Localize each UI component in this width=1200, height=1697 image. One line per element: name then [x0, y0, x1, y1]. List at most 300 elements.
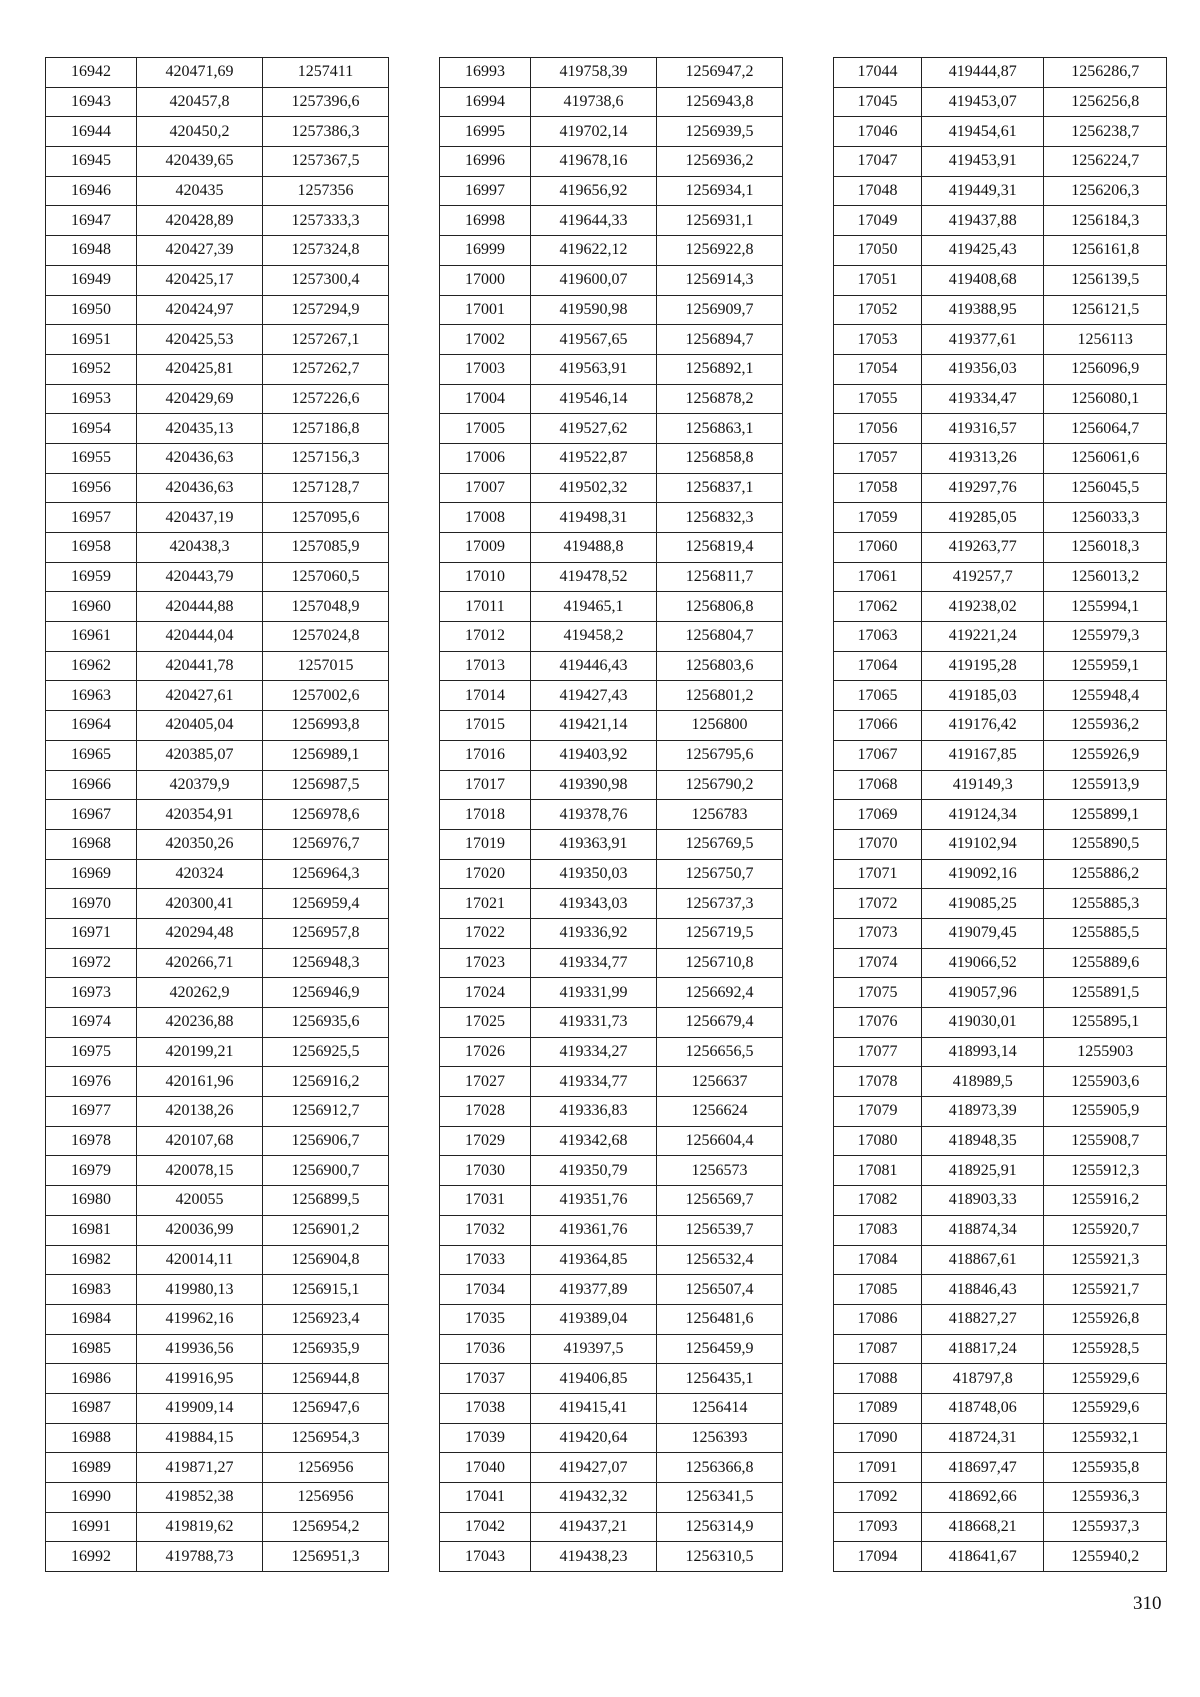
x-coordinate-cell: 419331,99: [531, 978, 657, 1008]
table-row: [46, 295, 389, 325]
point-number-cell: 16988: [46, 1423, 137, 1453]
point-number-cell: 16948: [46, 236, 137, 266]
point-number-cell: 17089: [834, 1393, 922, 1423]
point-number-cell: 17075: [834, 978, 922, 1008]
x-coordinate-cell: 420471,69: [137, 58, 263, 88]
point-number-cell: 16997: [440, 176, 531, 206]
x-coordinate-cell: 419238,02: [921, 592, 1044, 622]
point-number-cell: 17065: [834, 681, 922, 711]
point-number-cell: 17067: [834, 740, 922, 770]
coordinate-table-2: [439, 57, 783, 1572]
table-row: [834, 236, 1167, 266]
table-row: [834, 1245, 1167, 1275]
point-number-cell: 16983: [46, 1275, 137, 1305]
y-coordinate-cell: 1256310,5: [657, 1542, 783, 1572]
point-number-cell: 17005: [440, 414, 531, 444]
point-number-cell: 17087: [834, 1334, 922, 1364]
point-number-cell: 16979: [46, 1156, 137, 1186]
table-row: [834, 1453, 1167, 1483]
point-number-cell: 17066: [834, 711, 922, 741]
y-coordinate-cell: 1256769,5: [657, 829, 783, 859]
y-coordinate-cell: 1256286,7: [1044, 58, 1167, 88]
table-row: [46, 117, 389, 147]
table-row: [834, 918, 1167, 948]
table-row: [834, 800, 1167, 830]
x-coordinate-cell: 418925,91: [921, 1156, 1044, 1186]
y-coordinate-cell: 1255979,3: [1044, 622, 1167, 652]
table-row: [834, 711, 1167, 741]
x-coordinate-cell: 419622,12: [531, 236, 657, 266]
x-coordinate-cell: 419819,62: [137, 1512, 263, 1542]
x-coordinate-cell: 420425,17: [137, 265, 263, 295]
y-coordinate-cell: 1255959,1: [1044, 651, 1167, 681]
table-row: [834, 1067, 1167, 1097]
x-coordinate-cell: 419297,76: [921, 473, 1044, 503]
table-row: [440, 384, 783, 414]
table-row: [834, 117, 1167, 147]
point-number-cell: 16990: [46, 1483, 137, 1513]
table-row: [440, 206, 783, 236]
point-number-cell: 17024: [440, 978, 531, 1008]
y-coordinate-cell: 1255940,2: [1044, 1542, 1167, 1572]
x-coordinate-cell: 419644,33: [531, 206, 657, 236]
x-coordinate-cell: 419449,31: [921, 176, 1044, 206]
y-coordinate-cell: 1256914,3: [657, 265, 783, 295]
x-coordinate-cell: 419738,6: [531, 87, 657, 117]
table-row: [440, 800, 783, 830]
y-coordinate-cell: 1256033,3: [1044, 503, 1167, 533]
table-row: [46, 414, 389, 444]
point-number-cell: 17069: [834, 800, 922, 830]
x-coordinate-cell: 420435: [137, 176, 263, 206]
table-row: [834, 948, 1167, 978]
x-coordinate-cell: 420428,89: [137, 206, 263, 236]
y-coordinate-cell: 1255886,2: [1044, 859, 1167, 889]
y-coordinate-cell: 1256801,2: [657, 681, 783, 711]
table-row: [440, 1423, 783, 1453]
table-row: [46, 1453, 389, 1483]
point-number-cell: 16960: [46, 592, 137, 622]
table-row: [46, 1483, 389, 1513]
table-row: [46, 1512, 389, 1542]
table-row: [440, 1364, 783, 1394]
x-coordinate-cell: 418697,47: [921, 1453, 1044, 1483]
table-row: [834, 889, 1167, 919]
table-row: [46, 800, 389, 830]
x-coordinate-cell: 419363,91: [531, 829, 657, 859]
x-coordinate-cell: 420457,8: [137, 87, 263, 117]
y-coordinate-cell: 1257156,3: [263, 443, 389, 473]
point-number-cell: 16989: [46, 1453, 137, 1483]
table-row: [440, 1304, 783, 1334]
point-number-cell: 17036: [440, 1334, 531, 1364]
table-row: [46, 265, 389, 295]
x-coordinate-cell: 419478,52: [531, 562, 657, 592]
table-row: [834, 978, 1167, 1008]
table-row: [834, 1275, 1167, 1305]
x-coordinate-cell: 420441,78: [137, 651, 263, 681]
point-number-cell: 17050: [834, 236, 922, 266]
y-coordinate-cell: 1255908,7: [1044, 1126, 1167, 1156]
y-coordinate-cell: 1255948,4: [1044, 681, 1167, 711]
table-row: [440, 770, 783, 800]
x-coordinate-cell: 418797,8: [921, 1364, 1044, 1394]
table-row: [834, 1304, 1167, 1334]
x-coordinate-cell: 419438,23: [531, 1542, 657, 1572]
x-coordinate-cell: 419334,27: [531, 1037, 657, 1067]
x-coordinate-cell: 420014,11: [137, 1245, 263, 1275]
y-coordinate-cell: 1256679,4: [657, 1008, 783, 1038]
x-coordinate-cell: 419351,76: [531, 1186, 657, 1216]
table-row: [46, 473, 389, 503]
y-coordinate-cell: 1256901,2: [263, 1215, 389, 1245]
point-number-cell: 16995: [440, 117, 531, 147]
point-number-cell: 16962: [46, 651, 137, 681]
point-number-cell: 17086: [834, 1304, 922, 1334]
x-coordinate-cell: 419916,95: [137, 1364, 263, 1394]
table-row: [440, 265, 783, 295]
table-row: [46, 1364, 389, 1394]
point-number-cell: 17034: [440, 1275, 531, 1305]
y-coordinate-cell: 1257226,6: [263, 384, 389, 414]
point-number-cell: 16954: [46, 414, 137, 444]
y-coordinate-cell: 1256624: [657, 1097, 783, 1127]
x-coordinate-cell: 419590,98: [531, 295, 657, 325]
point-number-cell: 16950: [46, 295, 137, 325]
x-coordinate-cell: 420436,63: [137, 473, 263, 503]
x-coordinate-cell: 419498,31: [531, 503, 657, 533]
x-coordinate-cell: 418903,33: [921, 1186, 1044, 1216]
point-number-cell: 17006: [440, 443, 531, 473]
y-coordinate-cell: 1256737,3: [657, 889, 783, 919]
y-coordinate-cell: 1255913,9: [1044, 770, 1167, 800]
y-coordinate-cell: 1255905,9: [1044, 1097, 1167, 1127]
table-row: [834, 1512, 1167, 1542]
table-row: [46, 829, 389, 859]
table-row: [834, 1364, 1167, 1394]
x-coordinate-cell: 418948,35: [921, 1126, 1044, 1156]
table-row: [834, 592, 1167, 622]
point-number-cell: 17020: [440, 859, 531, 889]
point-number-cell: 17068: [834, 770, 922, 800]
x-coordinate-cell: 419453,91: [921, 147, 1044, 177]
point-number-cell: 16943: [46, 87, 137, 117]
point-number-cell: 17072: [834, 889, 922, 919]
table-row: [46, 1423, 389, 1453]
y-coordinate-cell: 1256936,2: [657, 147, 783, 177]
table-row: [834, 1156, 1167, 1186]
point-number-cell: 17040: [440, 1453, 531, 1483]
point-number-cell: 16969: [46, 859, 137, 889]
point-number-cell: 17070: [834, 829, 922, 859]
y-coordinate-cell: 1255903: [1044, 1037, 1167, 1067]
x-coordinate-cell: 419030,01: [921, 1008, 1044, 1038]
x-coordinate-cell: 419425,43: [921, 236, 1044, 266]
y-coordinate-cell: 1257356: [263, 176, 389, 206]
table-row: [834, 295, 1167, 325]
point-number-cell: 16976: [46, 1067, 137, 1097]
y-coordinate-cell: 1256481,6: [657, 1304, 783, 1334]
table-row: [440, 978, 783, 1008]
x-coordinate-cell: 420435,13: [137, 414, 263, 444]
x-coordinate-cell: 420379,9: [137, 770, 263, 800]
table-row: [46, 859, 389, 889]
y-coordinate-cell: 1256045,5: [1044, 473, 1167, 503]
table-row: [46, 770, 389, 800]
point-number-cell: 16967: [46, 800, 137, 830]
point-number-cell: 17042: [440, 1512, 531, 1542]
y-coordinate-cell: 1256978,6: [263, 800, 389, 830]
y-coordinate-cell: 1256944,8: [263, 1364, 389, 1394]
x-coordinate-cell: 419263,77: [921, 533, 1044, 563]
y-coordinate-cell: 1256539,7: [657, 1215, 783, 1245]
point-number-cell: 16982: [46, 1245, 137, 1275]
table-row: [834, 354, 1167, 384]
x-coordinate-cell: 419406,85: [531, 1364, 657, 1394]
point-number-cell: 16977: [46, 1097, 137, 1127]
y-coordinate-cell: 1256206,3: [1044, 176, 1167, 206]
point-number-cell: 16978: [46, 1126, 137, 1156]
table-row: [440, 859, 783, 889]
coordinate-table-1: [45, 57, 389, 1572]
x-coordinate-cell: 420429,69: [137, 384, 263, 414]
x-coordinate-cell: 419527,62: [531, 414, 657, 444]
y-coordinate-cell: 1256923,4: [263, 1304, 389, 1334]
y-coordinate-cell: 1257300,4: [263, 265, 389, 295]
x-coordinate-cell: 419427,43: [531, 681, 657, 711]
y-coordinate-cell: 1256139,5: [1044, 265, 1167, 295]
point-number-cell: 16966: [46, 770, 137, 800]
point-number-cell: 16993: [440, 58, 531, 88]
table-row: [834, 414, 1167, 444]
x-coordinate-cell: 419446,43: [531, 651, 657, 681]
table-row: [46, 592, 389, 622]
table-row: [46, 622, 389, 652]
y-coordinate-cell: 1256604,4: [657, 1126, 783, 1156]
table-row: [440, 503, 783, 533]
x-coordinate-cell: 419085,25: [921, 889, 1044, 919]
point-number-cell: 16961: [46, 622, 137, 652]
table-row: [46, 384, 389, 414]
point-number-cell: 17058: [834, 473, 922, 503]
table-row: [834, 206, 1167, 236]
y-coordinate-cell: 1256692,4: [657, 978, 783, 1008]
x-coordinate-cell: 419458,2: [531, 622, 657, 652]
point-number-cell: 17027: [440, 1067, 531, 1097]
y-coordinate-cell: 1256916,2: [263, 1067, 389, 1097]
y-coordinate-cell: 1256013,2: [1044, 562, 1167, 592]
x-coordinate-cell: 420036,99: [137, 1215, 263, 1245]
point-number-cell: 17063: [834, 622, 922, 652]
table-row: [46, 1393, 389, 1423]
y-coordinate-cell: 1256569,7: [657, 1186, 783, 1216]
y-coordinate-cell: 1256943,8: [657, 87, 783, 117]
point-number-cell: 16955: [46, 443, 137, 473]
coordinate-table-3: [833, 57, 1167, 1572]
x-coordinate-cell: 419257,7: [921, 562, 1044, 592]
table-row: [46, 533, 389, 563]
point-number-cell: 17029: [440, 1126, 531, 1156]
x-coordinate-cell: 420262,9: [137, 978, 263, 1008]
point-number-cell: 17046: [834, 117, 922, 147]
x-coordinate-cell: 419167,85: [921, 740, 1044, 770]
point-number-cell: 16984: [46, 1304, 137, 1334]
point-number-cell: 17028: [440, 1097, 531, 1127]
y-coordinate-cell: 1256783: [657, 800, 783, 830]
point-number-cell: 17049: [834, 206, 922, 236]
table-row: [440, 325, 783, 355]
point-number-cell: 17093: [834, 1512, 922, 1542]
y-coordinate-cell: 1256964,3: [263, 859, 389, 889]
y-coordinate-cell: 1256946,9: [263, 978, 389, 1008]
table-row: [834, 740, 1167, 770]
point-number-cell: 16944: [46, 117, 137, 147]
point-number-cell: 17031: [440, 1186, 531, 1216]
x-coordinate-cell: 418827,27: [921, 1304, 1044, 1334]
x-coordinate-cell: 419488,8: [531, 533, 657, 563]
point-number-cell: 17082: [834, 1186, 922, 1216]
y-coordinate-cell: 1255885,3: [1044, 889, 1167, 919]
table-row: [46, 889, 389, 919]
x-coordinate-cell: 420385,07: [137, 740, 263, 770]
x-coordinate-cell: 419909,14: [137, 1393, 263, 1423]
point-number-cell: 17021: [440, 889, 531, 919]
y-coordinate-cell: 1256935,9: [263, 1334, 389, 1364]
point-number-cell: 17044: [834, 58, 922, 88]
x-coordinate-cell: 419342,68: [531, 1126, 657, 1156]
y-coordinate-cell: 1256256,8: [1044, 87, 1167, 117]
point-number-cell: 17043: [440, 1542, 531, 1572]
y-coordinate-cell: 1256459,9: [657, 1334, 783, 1364]
y-coordinate-cell: 1256573: [657, 1156, 783, 1186]
y-coordinate-cell: 1257048,9: [263, 592, 389, 622]
y-coordinate-cell: 1256061,6: [1044, 443, 1167, 473]
x-coordinate-cell: 419092,16: [921, 859, 1044, 889]
x-coordinate-cell: 420199,21: [137, 1037, 263, 1067]
x-coordinate-cell: 419350,03: [531, 859, 657, 889]
table-row: [834, 829, 1167, 859]
point-number-cell: 17080: [834, 1126, 922, 1156]
table-row: [46, 206, 389, 236]
y-coordinate-cell: 1255929,6: [1044, 1364, 1167, 1394]
point-number-cell: 17091: [834, 1453, 922, 1483]
x-coordinate-cell: 418668,21: [921, 1512, 1044, 1542]
point-number-cell: 17032: [440, 1215, 531, 1245]
table-row: [440, 1275, 783, 1305]
x-coordinate-cell: 419079,45: [921, 918, 1044, 948]
x-coordinate-cell: 419334,77: [531, 948, 657, 978]
y-coordinate-cell: 1257002,6: [263, 681, 389, 711]
x-coordinate-cell: 419421,14: [531, 711, 657, 741]
point-number-cell: 16992: [46, 1542, 137, 1572]
point-number-cell: 17048: [834, 176, 922, 206]
point-number-cell: 17076: [834, 1008, 922, 1038]
x-coordinate-cell: 420425,53: [137, 325, 263, 355]
x-coordinate-cell: 419788,73: [137, 1542, 263, 1572]
point-number-cell: 17014: [440, 681, 531, 711]
x-coordinate-cell: 420405,04: [137, 711, 263, 741]
table-row: [46, 651, 389, 681]
point-number-cell: 17002: [440, 325, 531, 355]
x-coordinate-cell: 418867,61: [921, 1245, 1044, 1275]
y-coordinate-cell: 1256719,5: [657, 918, 783, 948]
y-coordinate-cell: 1256184,3: [1044, 206, 1167, 236]
y-coordinate-cell: 1255929,6: [1044, 1393, 1167, 1423]
table-row: [834, 325, 1167, 355]
point-number-cell: 16971: [46, 918, 137, 948]
table-row: [46, 1334, 389, 1364]
table-row: [46, 918, 389, 948]
y-coordinate-cell: 1257324,8: [263, 236, 389, 266]
x-coordinate-cell: 419415,41: [531, 1393, 657, 1423]
x-coordinate-cell: 420443,79: [137, 562, 263, 592]
point-number-cell: 17041: [440, 1483, 531, 1513]
table-row: [440, 1245, 783, 1275]
table-row: [440, 87, 783, 117]
x-coordinate-cell: 419600,07: [531, 265, 657, 295]
point-number-cell: 16972: [46, 948, 137, 978]
x-coordinate-cell: 420437,19: [137, 503, 263, 533]
y-coordinate-cell: 1256954,2: [263, 1512, 389, 1542]
table-row: [440, 473, 783, 503]
x-coordinate-cell: 419408,68: [921, 265, 1044, 295]
y-coordinate-cell: 1257267,1: [263, 325, 389, 355]
table-row: [46, 1037, 389, 1067]
table-row: [834, 443, 1167, 473]
y-coordinate-cell: 1256096,9: [1044, 354, 1167, 384]
table-row: [46, 1156, 389, 1186]
y-coordinate-cell: 1256080,1: [1044, 384, 1167, 414]
y-coordinate-cell: 1256414: [657, 1393, 783, 1423]
table-row: [834, 1423, 1167, 1453]
y-coordinate-cell: 1256925,5: [263, 1037, 389, 1067]
table-row: [440, 1097, 783, 1127]
x-coordinate-cell: 419678,16: [531, 147, 657, 177]
point-number-cell: 16956: [46, 473, 137, 503]
point-number-cell: 17088: [834, 1364, 922, 1394]
table-row: [46, 1304, 389, 1334]
x-coordinate-cell: 420236,88: [137, 1008, 263, 1038]
y-coordinate-cell: 1256934,1: [657, 176, 783, 206]
table-row: [440, 889, 783, 919]
table-row: [834, 770, 1167, 800]
table-row: [834, 58, 1167, 88]
y-coordinate-cell: 1257128,7: [263, 473, 389, 503]
point-number-cell: 17059: [834, 503, 922, 533]
table-row: [46, 87, 389, 117]
table-row: [46, 1067, 389, 1097]
point-number-cell: 16973: [46, 978, 137, 1008]
x-coordinate-cell: 419364,85: [531, 1245, 657, 1275]
x-coordinate-cell: 420444,04: [137, 622, 263, 652]
table-row: [440, 592, 783, 622]
y-coordinate-cell: 1256837,1: [657, 473, 783, 503]
y-coordinate-cell: 1256507,4: [657, 1275, 783, 1305]
table-row: [834, 1097, 1167, 1127]
x-coordinate-cell: 420444,88: [137, 592, 263, 622]
point-number-cell: 17051: [834, 265, 922, 295]
y-coordinate-cell: 1256900,7: [263, 1156, 389, 1186]
x-coordinate-cell: 419377,89: [531, 1275, 657, 1305]
point-number-cell: 17084: [834, 1245, 922, 1275]
table-row: [440, 1186, 783, 1216]
x-coordinate-cell: 420324: [137, 859, 263, 889]
table-row: [46, 503, 389, 533]
table-row: [440, 1156, 783, 1186]
x-coordinate-cell: 419221,24: [921, 622, 1044, 652]
table-row: [834, 1186, 1167, 1216]
point-number-cell: 17057: [834, 443, 922, 473]
